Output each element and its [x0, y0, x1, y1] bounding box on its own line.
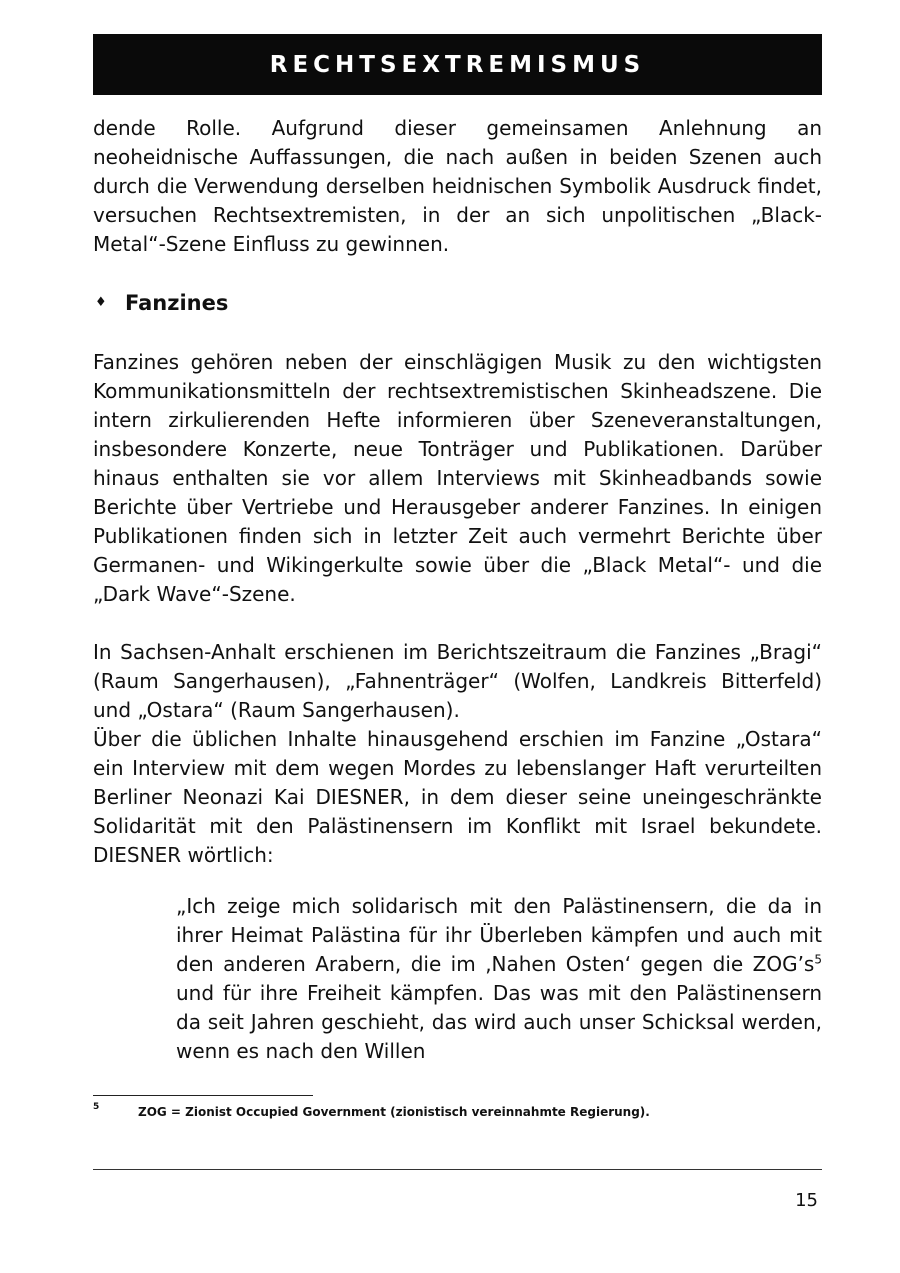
bottom-divider [93, 1169, 822, 1170]
quote-text-part1: „Ich zeige mich solidarisch mit den Palästinensern, die da in ihrer Heimat Palästina für ihr Überleben kämpfen und auch mit den anderen Arabern, die im ‚Nahen Osten‘ gegen die ZOG’s [176, 894, 822, 976]
chapter-header-bar [93, 34, 822, 95]
chapter-title: RECHTSEXTREMISMUS [269, 51, 646, 78]
paragraph-fanzines: Fanzines gehören neben der einschlägigen Musik zu den wichtigsten Kommunikationsmitteln der rechtsextremistischen Skinheadszene. Die intern zirkulierenden Hefte informieren über Szeneveranstaltungen, insbesondere Konzerte, neue Tonträger und Publikationen. Darüber hinaus enthalten sie vor allem Interviews mit Skinheadbands sowie Berichte über Vertriebe und Herausgeber anderer Fanzines. In einigen Publikationen finden sich in letzter Zeit auch vermehrt Berichte über Germanen- und Wikingerkulte sowie über die „Black Metal“- und die „Dark Wave“-Szene. [93, 350, 822, 606]
page-body [93, 114, 822, 1066]
diamond-bullet-icon: ♦ [95, 295, 107, 310]
footnote-text: ZOG = Zionist Occupied Government (zionistisch vereinnahmte Regierung). [138, 1105, 650, 1119]
paragraph-sachsen-anhalt: In Sachsen-Anhalt erschienen im Berichtszeitraum die Fanzines „Bragi“ (Raum Sangerhausen), „Fahnenträger“ (Wolfen, Landkreis Bitterfeld) und „Ostara“ (Raum Sangerhausen). [93, 640, 822, 722]
footnote-reference: 5 [814, 952, 822, 967]
section-heading-text: Fanzines [125, 290, 229, 315]
quote-text [176, 892, 822, 1066]
page-number: 15 [795, 1190, 818, 1211]
quote-text-part2: und für ihre Freiheit kämpfen. Das was mit den Palästinensern da seit Jahren geschieht, das wird auch unser Schicksal werden, wenn es nach den Willen [176, 981, 822, 1063]
block-quote [176, 892, 822, 1066]
paragraph-intro: dende Rolle. Aufgrund dieser gemeinsamen Anlehnung an neoheidnische Auffassungen, die nach außen in beiden Szenen auch durch die Verwendung derselben heidnischen Symbolik Ausdruck findet, versuchen Rechtsextremisten, in der an sich unpolitischen „Black-Metal“-Szene Einfluss zu gewinnen. [93, 116, 822, 256]
section-heading-fanzines [93, 288, 822, 317]
footnote-marker: 5 [93, 1102, 100, 1112]
footnote-divider [93, 1095, 313, 1096]
paragraph-ostara-interview: Über die üblichen Inhalte hinausgehend erschien im Fanzine „Ostara“ ein Interview mit dem wegen Mordes zu lebenslanger Haft verurteilten Berliner Neonazi Kai DIESNER, in dem dieser seine uneingeschränkte Solidarität mit den Palästinensern im Konflikt mit Israel bekundete. DIESNER wörtlich: [93, 727, 822, 867]
footnote [93, 1102, 822, 1119]
